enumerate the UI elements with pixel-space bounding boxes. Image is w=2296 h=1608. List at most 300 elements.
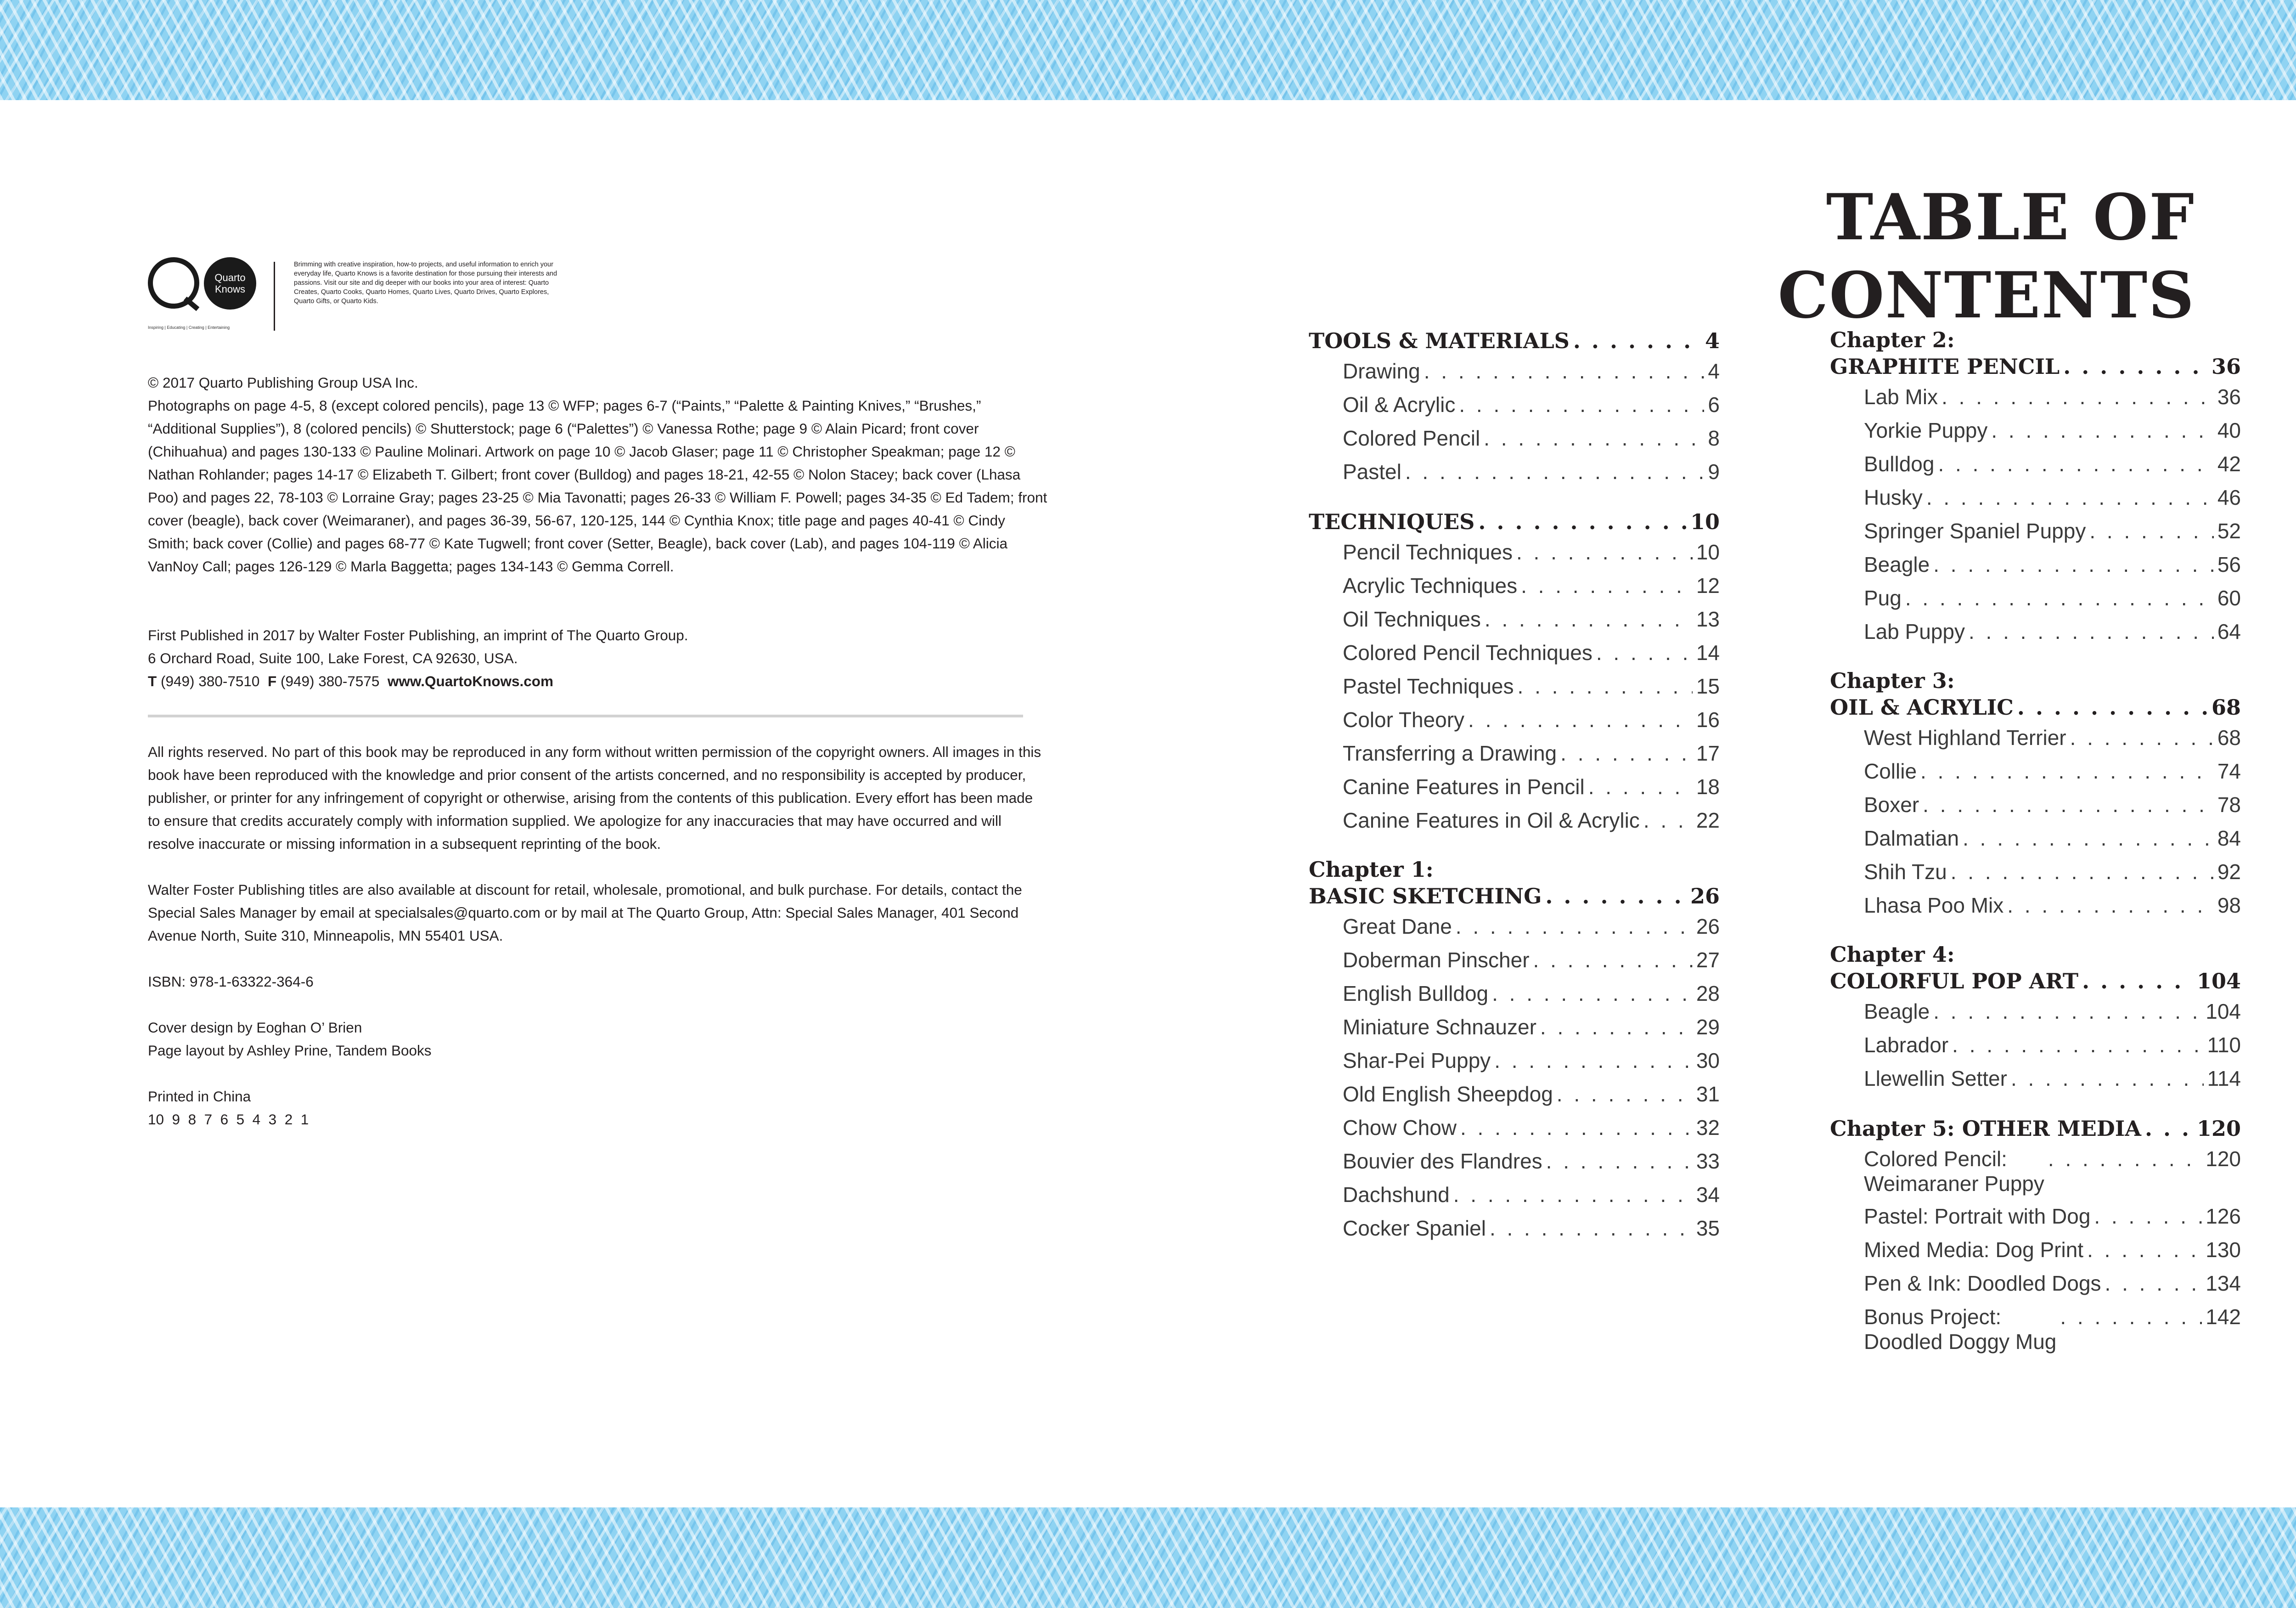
chapter-label: Chapter 2: [1830,327,1955,352]
entry-title [1343,1010,1536,1044]
quarto-knows-logo [148,257,286,335]
toc-entry[interactable] [1309,910,1720,943]
entry-title [1864,548,1930,581]
layout-credit: Page layout by Ashley Prine, Tandem Books [148,1042,432,1059]
entry-title [1343,977,1488,1010]
entry-title [1864,755,1917,788]
leader-dots [1991,414,2213,447]
entry-title [1343,536,1513,569]
entry-title-line1: Old English Sheepdog [1343,1082,1553,1106]
logo-circle [204,257,256,310]
leader-dots [1468,703,1693,737]
entry-page-number: 142 [2206,1305,2241,1329]
leader-dots [2070,721,2214,755]
entry-title-line1: Acrylic Techniques [1343,574,1518,598]
printing-line: 10 9 8 7 6 5 4 3 2 1 [148,1111,309,1128]
toc-section [1830,327,2241,649]
leader-dots [1459,388,1704,422]
toc-entry[interactable] [1830,1233,2241,1267]
entry-title-line1: Bulldog [1864,452,1935,476]
logo-brand-line2: Knows [214,283,246,295]
entry-title-line1: Collie [1864,759,1917,783]
leader-dots [1405,455,1705,489]
entry-page-number: 46 [2217,485,2241,509]
toc-entry[interactable] [1309,977,1720,1010]
rights-text: All rights reserved. No part of this book may be reproduced in any form without written permission of the copyright owners. All images in this book have been reproduced with the knowledge and prior consent of the artists concerned, and no responsibility is accepted by producer, publisher, or printer for any infringement of copyright or otherwise, arising from the contents of this publication. Every effort has been made to ensure that credits accurately comply with information supplied. We apologize for any inaccuracies that may have occurred and will resolve inaccurate or missing information in a subsequent reprinting of the book. [148,744,1041,852]
q-letter-mark [148,257,199,309]
leader-dots [1516,536,1693,569]
leader-dots [1424,355,1705,388]
section-title: Chapter 5: OTHER MEDIA [1830,1116,2141,1141]
leader-dots [2094,1200,2202,1233]
entry-title-line1: Boxer [1864,793,1919,817]
toc-entry[interactable] [1309,1044,1720,1078]
rights-block [148,740,1048,1131]
entry-title [1864,380,1938,414]
section-title: TOOLS & MATERIALS [1309,328,1570,353]
leader-dots [1573,327,1701,355]
entry-title [1343,455,1401,489]
section-heading[interactable] [1309,327,1720,355]
toc-entry[interactable] [1309,536,1720,569]
entry-title [1864,1267,2101,1300]
entry-title [1864,447,1934,481]
leader-dots [2011,1062,2204,1095]
toc-section [1830,942,2241,1095]
leader-dots [1557,1078,1693,1111]
toc-entry[interactable] [1309,1178,1720,1212]
entry-page-number: 134 [2206,1271,2241,1295]
toc-entry[interactable] [1830,581,2241,615]
leader-dots [1478,508,1687,536]
entry-page-number: 10 [1696,540,1720,564]
toc-entry[interactable] [1309,1145,1720,1178]
section-title: OIL & ACRYLIC [1830,695,2014,720]
entry-page-number: 18 [1696,775,1720,799]
entry-page-number: 104 [2206,999,2241,1023]
leader-dots [2060,1304,2202,1329]
leader-dots [1588,770,1693,804]
publisher-block [148,624,1048,693]
entry-page-number: 35 [1696,1216,1720,1240]
toc-entry[interactable] [1309,422,1720,455]
entry-title [1343,603,1481,636]
toc-entry[interactable] [1830,414,2241,447]
toc-section [1309,508,1720,837]
entry-title-line1: Color Theory [1343,708,1465,732]
toc-entry[interactable] [1830,1267,2241,1300]
toc-column-right [1830,327,2241,1377]
leader-dots [1920,755,2214,788]
entry-title-line1: Doberman Pinscher [1343,948,1530,972]
section-heading[interactable] [1309,882,1720,910]
entry-title-line1: Colored Pencil: [1864,1147,2007,1171]
entry-title [1864,721,2066,755]
entry-title [1343,737,1557,770]
section-page-number: 4 [1705,328,1720,353]
printed-in: Printed in China [148,1088,251,1105]
entry-page-number: 22 [1696,808,1720,832]
copyright-line: © 2017 Quarto Publishing Group USA Inc. [148,374,418,391]
cover-design-credit: Cover design by Eoghan O’ Brien [148,1019,362,1036]
tel-number: (949) 380-7510 [161,673,260,689]
leader-dots [1933,548,2214,581]
entry-page-number: 9 [1708,460,1720,484]
leader-dots [1933,995,2202,1028]
entry-page-number: 12 [1696,574,1720,598]
fax-number: (949) 380-7575 [280,673,380,689]
toc-entry[interactable] [1830,1028,2241,1062]
entry-title-line1: Dalmatian [1864,826,1959,850]
section-title: TECHNIQUES [1309,509,1475,534]
leader-dots [1969,615,2214,649]
chapter-label: Chapter 3: [1830,668,1955,693]
toc-entry[interactable] [1830,1142,2241,1200]
entry-page-number: 34 [1696,1183,1720,1207]
toc-entry[interactable] [1309,770,1720,804]
toc-entry[interactable] [1309,737,1720,770]
toc-entry[interactable] [1309,703,1720,737]
entry-page-number: 14 [1696,641,1720,665]
entry-title [1343,943,1530,977]
entry-title-line1: Chow Chow [1343,1116,1457,1140]
entry-title [1864,889,2003,922]
entry-title [1864,615,1965,649]
toc-section [1309,327,1720,489]
section-heading[interactable] [1830,694,2241,721]
entry-title-line1: Mixed Media: Dog Print [1864,1238,2084,1262]
contact-line [148,670,1048,693]
toc-entry[interactable] [1830,447,2241,481]
entry-title-line1: Pastel: Portrait with Dog [1864,1204,2091,1228]
section-title: GRAPHITE PENCIL [1830,354,2060,379]
toc-title: TABLE OF CONTENTS [1778,180,2195,333]
entry-title [1864,1233,2083,1267]
leader-dots [1952,1028,2204,1062]
toc-entry[interactable] [1309,569,1720,603]
published-line: First Published in 2017 by Walter Foster Publishing, an imprint of The Quarto Group. [148,627,688,643]
leader-dots [2089,514,2214,548]
entry-title-line1: Drawing [1343,359,1420,383]
entry-title-line1: Yorkie Puppy [1864,418,1988,442]
leader-dots [1484,422,1704,455]
logo-brand-line1: Quarto [214,272,246,283]
entry-page-number: 16 [1696,708,1720,732]
entry-title [1343,770,1585,804]
logo-blurb: Brimming with creative inspiration, how-to projects, and useful information to enrich your everyday life, Quarto Knows is a favorite destination for those pursuing their interests and passions. Visit our site and dig deeper with our books into your area of interest: Quarto Creates, Quarto Cooks, Quarto Homes, Quarto Lives, Quarto Drives, Quarto Explores, Quarto Gifts, or Quarto Kids. [294,261,557,305]
divider-rule [148,715,1023,717]
leader-dots [2082,967,2193,995]
toc-section [1309,857,1720,1245]
entry-title [1343,1044,1491,1078]
entry-page-number: 68 [2217,726,2241,750]
entry-title [1343,703,1464,737]
toc-entry[interactable] [1830,481,2241,514]
entry-title [1864,995,1930,1028]
leader-dots [1963,822,2214,855]
chapter-label: Chapter 1: [1309,857,1434,882]
toc-entry[interactable] [1830,1300,2241,1358]
entry-title [1343,1078,1553,1111]
entry-page-number: 6 [1708,393,1720,417]
top-decorative-band [0,0,2296,100]
toc-entry[interactable] [1830,855,2241,889]
entry-title [1864,1304,2056,1354]
leader-dots [2007,889,2214,922]
copyright-block [148,371,1048,578]
entry-title-line1: Cocker Spaniel [1343,1216,1486,1240]
leader-dots [1951,855,2214,889]
section-heading[interactable] [1830,967,2241,995]
leader-dots [1923,788,2214,822]
section-page-number: 26 [1690,884,1720,908]
toc-entry[interactable] [1830,1062,2241,1095]
toc-entry[interactable] [1309,603,1720,636]
leader-dots [1926,481,2214,514]
entry-title-line1: Springer Spaniel Puppy [1864,519,2086,543]
entry-page-number: 78 [2217,793,2241,817]
section-page-number: 36 [2211,354,2241,379]
entry-title-line1: Colored Pencil [1343,426,1480,450]
toc-entry[interactable] [1309,636,1720,670]
entry-title-line1: English Bulldog [1343,982,1489,1005]
section-page-number: 68 [2211,695,2241,720]
entry-title [1343,1212,1486,1245]
entry-page-number: 98 [2217,893,2241,917]
toc-entry[interactable] [1309,1111,1720,1145]
leader-dots [1453,1178,1693,1212]
entry-title-line1: Oil & Acrylic [1343,393,1456,417]
leader-dots [1490,1212,1693,1245]
entry-page-number: 40 [2217,418,2241,442]
toc-entry[interactable] [1830,721,2241,755]
entry-title-line1: Transferring a Drawing [1343,741,1557,765]
entry-page-number: 36 [2217,385,2241,409]
entry-title [1864,1146,2044,1196]
photo-credits: Photographs on page 4-5, 8 (except colored pencils), page 13 © WFP; pages 6-7 (“Paints,” “Palette & Painting Knives,” “Brushes,” “Additional Supplies”), 8 (colored pencils) © Shutterstock; page 6 (“Palettes”) © Vanessa Rothe; page 9 © Alain Picard; front cover (Chihuahua) and pages 130-133 © Pauline Molinari. Artwork on page 10 © Jacob Glaser; page 11 © Christopher Speakman; page 12 © Nathan Rohlander; pages 14-17 © Elizabeth T. Gilbert; front cover (Bulldog) and pages 18-21, 42-55 © Nolon Stacey; back cover (Lhasa Poo) and pages 22, 78-103 © Lorraine Gray; pages 23-25 © Mia Tavonatti; pages 26-33 © William F. Powell; pages 34-35 © Ed Tadem; front cover (beagle), back cover (Weimaraner), and pages 36-39, 56-67, 120-125, 144 © Cynthia Knox; title page and pages 40-41 © Cindy Smith; back cover (Collie) and pages 68-77 © Kate Tugwell; front cover (Setter, Beagle), back cover (Lab), and pages 104-119 © Alicia VanNoy Call; pages 126-129 © Marla Baggetta; pages 134-143 © Gemma Correll. [148,397,1047,575]
entry-title-line1: Great Dane [1343,914,1452,938]
leader-dots [2105,1267,2202,1300]
toc-entry[interactable] [1830,822,2241,855]
entry-title-line1: Husky [1864,485,1923,509]
leader-dots [1485,603,1693,636]
leader-dots [1460,1111,1693,1145]
toc-entry[interactable] [1830,755,2241,788]
entry-title-line1: Colored Pencil Techniques [1343,641,1593,665]
entry-page-number: 28 [1696,982,1720,1005]
leader-dots [1643,804,1693,837]
section-heading[interactable] [1309,508,1720,536]
entry-title-line1: Lab Puppy [1864,620,1965,643]
entry-title-line1: Oil Techniques [1343,607,1481,631]
entry-title [1343,1145,1542,1178]
leader-dots [1492,977,1693,1010]
leader-dots [1560,737,1693,770]
leader-dots [2048,1146,2202,1171]
entry-title-line1: Shar-Pei Puppy [1343,1049,1491,1072]
toc-entry[interactable] [1309,455,1720,489]
entry-title [1343,1111,1457,1145]
entry-title [1864,481,1923,514]
entry-title [1343,910,1452,943]
leader-dots [1494,1044,1693,1078]
entry-title [1864,855,1947,889]
entry-title-line1: Canine Features in Pencil [1343,775,1585,799]
entry-page-number: 120 [2206,1147,2241,1171]
entry-page-number: 27 [1696,948,1720,972]
toc-entry[interactable] [1830,615,2241,649]
toc-section [1830,1115,2241,1358]
entry-page-number: 52 [2217,519,2241,543]
entry-page-number: 33 [1696,1149,1720,1173]
toc-entry[interactable] [1309,1212,1720,1245]
entry-title-line1: Bonus Project: [1864,1305,2002,1329]
entry-title-line1: Labrador [1864,1033,1949,1057]
leader-dots [1941,380,2214,414]
entry-page-number: 74 [2217,759,2241,783]
toc-entry[interactable] [1830,995,2241,1028]
section-page-number: 10 [1690,509,1720,534]
entry-page-number: 31 [1696,1082,1720,1106]
logo-divider [274,262,275,331]
toc-entry[interactable] [1309,388,1720,422]
leader-dots [1521,569,1693,603]
entry-page-number: 130 [2206,1238,2241,1262]
tel-label: T [148,673,157,689]
leader-dots [1518,670,1693,703]
toc-entry[interactable] [1309,1010,1720,1044]
leader-dots [1545,882,1687,910]
leader-dots [1905,581,2214,615]
leader-dots [1938,447,2213,481]
toc-entry[interactable] [1830,514,2241,548]
entry-page-number: 26 [1696,914,1720,938]
entry-title-line1: Lhasa Poo Mix [1864,893,2004,917]
entry-title [1343,569,1517,603]
entry-title-line1: Bouvier des Flandres [1343,1149,1542,1173]
entry-title-line1: Miniature Schnauzer [1343,1015,1536,1039]
leader-dots [2145,1115,2193,1142]
entry-page-number: 126 [2206,1204,2241,1228]
entry-title-line2: Doodled Doggy Mug [1864,1330,2057,1354]
section-page-number: 104 [2196,969,2241,993]
entry-title-line1: Pastel Techniques [1343,674,1514,698]
entry-page-number: 114 [2207,1066,2241,1090]
toc-entry[interactable] [1309,804,1720,837]
entry-title [1343,804,1640,837]
leader-dots [2017,694,2208,721]
website-link[interactable]: www.QuartoKnows.com [387,673,554,689]
entry-page-number: 92 [2217,860,2241,884]
entry-page-number: 30 [1696,1049,1720,1072]
entry-title [1343,670,1514,703]
toc-entry[interactable] [1830,380,2241,414]
toc-entry[interactable] [1830,1200,2241,1233]
entry-title-line1: Lab Mix [1864,385,1938,409]
section-title: COLORFUL POP ART [1830,969,2079,993]
isbn: ISBN: 978-1-63322-364-6 [148,973,314,990]
leader-dots [1596,636,1693,670]
entry-title-line1: Pug [1864,586,1902,610]
toc-entry[interactable] [1309,943,1720,977]
entry-title-line1: Beagle [1864,553,1930,576]
entry-title-line1: Pen & Ink: Doodled Dogs [1864,1271,2101,1295]
entry-page-number: 42 [2217,452,2241,476]
logo-tagline: Inspiring | Educating | Creating | Entertaining [148,325,230,330]
entry-page-number: 110 [2207,1033,2241,1057]
entry-title [1864,1028,1948,1062]
entry-page-number: 29 [1696,1015,1720,1039]
sales-text: Walter Foster Publishing titles are also available at discount for retail, wholesale, promotional, and bulk purchase. For details, contact the Special Sales Manager by email at specialsales@quarto.com or by mail at The Quarto Group, Attn: Special Sales Manager, 401 Second Avenue North, Suite 310, Minneapolis, MN 55401 USA. [148,881,1022,944]
entry-page-number: 13 [1696,607,1720,631]
entry-page-number: 32 [1696,1116,1720,1140]
entry-title [1343,355,1420,388]
toc-entry[interactable] [1309,1078,1720,1111]
entry-page-number: 15 [1696,674,1720,698]
entry-title-line1: West Highland Terrier [1864,726,2066,750]
entry-page-number: 84 [2217,826,2241,850]
leader-dots [2063,353,2208,380]
toc-entry[interactable] [1830,889,2241,922]
entry-title-line1: Beagle [1864,999,1930,1023]
entry-title [1343,388,1455,422]
address-line: 6 Orchard Road, Suite 100, Lake Forest, CA 92630, USA. [148,650,518,666]
toc-column-left [1309,327,1720,1264]
entry-page-number: 56 [2217,553,2241,576]
toc-entry[interactable] [1830,788,2241,822]
entry-title [1343,636,1593,670]
fax-label: F [267,673,277,689]
entry-title [1343,422,1480,455]
entry-title-line1: Pastel [1343,460,1401,484]
section-heading[interactable] [1830,353,2241,380]
toc-entry[interactable] [1309,670,1720,703]
entry-title-line1: Llewellin Setter [1864,1066,2007,1090]
section-heading[interactable] [1830,1115,2241,1142]
entry-page-number: 60 [2217,586,2241,610]
entry-title-line1: Pencil Techniques [1343,540,1513,564]
entry-page-number: 4 [1708,359,1720,383]
leader-dots [2087,1233,2202,1267]
entry-title [1864,822,1959,855]
toc-entry[interactable] [1309,355,1720,388]
entry-title-line1: Shih Tzu [1864,860,1947,884]
chapter-label: Chapter 4: [1830,942,1955,967]
leader-dots [1540,1010,1693,1044]
leader-dots [1546,1145,1693,1178]
section-page-number: 120 [2196,1116,2241,1141]
leader-dots [1456,910,1693,943]
section-title: BASIC SKETCHING [1309,884,1542,908]
entry-title-line1: Dachshund [1343,1183,1450,1207]
toc-entry[interactable] [1830,548,2241,581]
toc-section [1830,668,2241,922]
entry-title [1864,581,1902,615]
entry-page-number: 17 [1696,741,1720,765]
entry-title [1343,1178,1450,1212]
entry-title [1864,1062,2007,1095]
entry-title-line2: Weimaraner Puppy [1864,1172,2044,1196]
entry-title [1864,514,2086,548]
leader-dots [1533,943,1693,977]
entry-page-number: 8 [1708,426,1720,450]
entry-title [1864,414,1987,447]
entry-title [1864,1200,2090,1233]
bottom-decorative-band [0,1507,2296,1608]
entry-page-number: 64 [2217,620,2241,643]
entry-title [1864,788,1919,822]
entry-title-line1: Canine Features in Oil & Acrylic [1343,808,1640,832]
